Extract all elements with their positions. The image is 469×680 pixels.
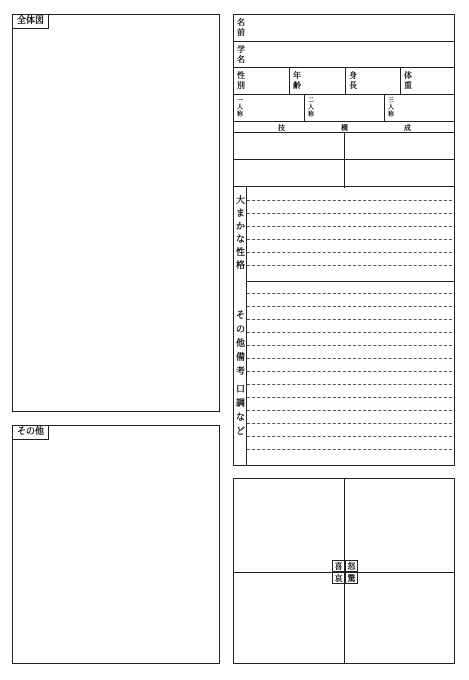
school-label: 学名 [237, 45, 245, 64]
surprise-label: 驚 [345, 572, 358, 584]
name-row [234, 15, 454, 42]
full-body-panel [12, 14, 220, 412]
tech-row-1 [234, 133, 454, 160]
other-label: その他 [13, 426, 49, 440]
stats-row [234, 68, 454, 95]
notes-label: その他備考 [235, 311, 245, 377]
anger-label: 怒 [345, 560, 358, 572]
height-label: 身長 [349, 71, 357, 90]
school-row [234, 42, 454, 68]
first-person-label: 一人称 [236, 97, 243, 118]
gender-label: 性別 [237, 71, 245, 90]
tech-header-row [234, 122, 454, 133]
other-panel [12, 425, 220, 664]
personality-notes-panel [233, 186, 455, 466]
pronoun-row [234, 95, 454, 122]
second-person-label: 二人称 [307, 97, 314, 118]
tech-row-2 [234, 160, 454, 188]
tech-char-3: 成 [404, 124, 411, 132]
expressions-panel [233, 478, 455, 664]
joy-label: 喜 [332, 560, 345, 572]
profile-table [233, 14, 455, 187]
speech-label: 口調など [235, 385, 245, 437]
tech-char-1: 技 [278, 124, 285, 132]
name-label: 名前 [237, 18, 245, 37]
third-person-label: 三人称 [387, 97, 394, 118]
tech-char-2: 構 [341, 124, 348, 132]
age-label: 年齢 [293, 71, 301, 90]
sorrow-label: 哀 [332, 572, 345, 584]
full-body-label: 全体図 [13, 15, 49, 29]
personality-label: 大まかな性格 [235, 196, 245, 271]
weight-label: 体重 [404, 71, 412, 90]
